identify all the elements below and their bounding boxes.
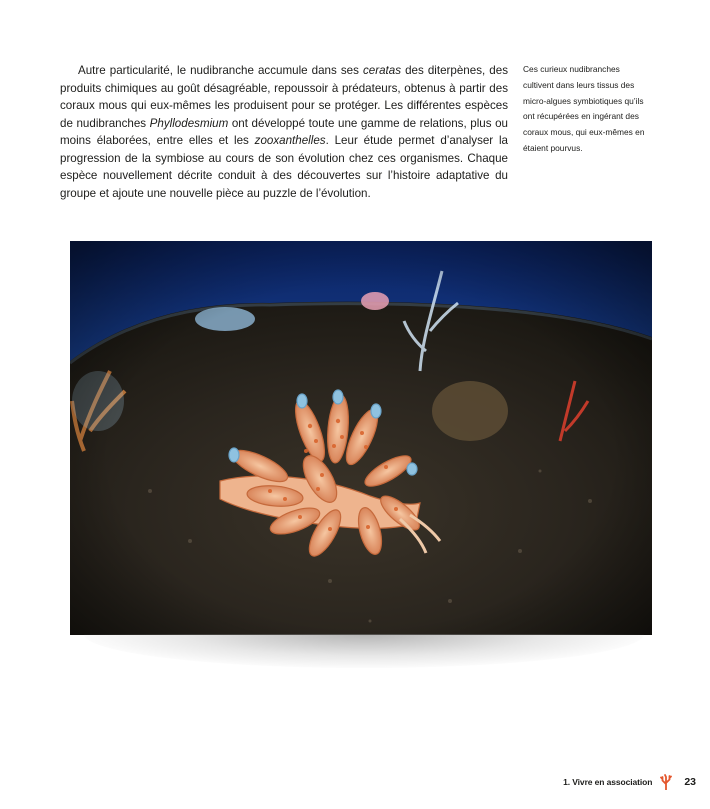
body-text-3: ont développé toute une gamme de relations, plus ou moins élaborées, entre elles et les	[60, 116, 508, 147]
page-footer	[563, 774, 696, 790]
photo-shadow	[84, 634, 644, 668]
term-zooxanthelles: zooxanthelles	[254, 134, 326, 147]
term-ceratas: ceratas	[363, 64, 402, 77]
body-text-2: des diterpènes, des produits chimiques au goût désagréable, repoussoir à prédateurs, obtenus à partir des coraux mous qui eux-mêmes les produisent pour se protéger. Les différentes espèces de nudibranches	[60, 64, 508, 130]
chapter-title: 1. Vivre en association	[563, 777, 653, 787]
page-number: 23	[684, 776, 696, 788]
underwater-scene	[70, 241, 652, 635]
term-phyllodesmium: Phyllodesmium	[149, 116, 229, 130]
nudibranch-photo	[70, 241, 652, 635]
body-text-1: Autre particularité, le nudibranche accumule dans ses	[78, 64, 363, 77]
coral-icon	[660, 774, 672, 790]
body-paragraph	[60, 62, 508, 202]
margin-caption: Ces curieux nudibranches cultivent dans leurs tissus des micro-algues symbiotiques qu’ils ont récupérées en ingérant des coraux mous, qui eux-mêmes en étaient pourvus.	[523, 64, 645, 153]
body-text-4: . Leur étude permet d’analyser la progression de la symbiose au cours de son évolution chez ces organismes. Chaque espèce nouvellement décrite conduit à des découvertes sur l’histoire adaptative du groupe et ajoute une nouvelle pièce au puzzle de l’évolution.	[60, 134, 509, 200]
